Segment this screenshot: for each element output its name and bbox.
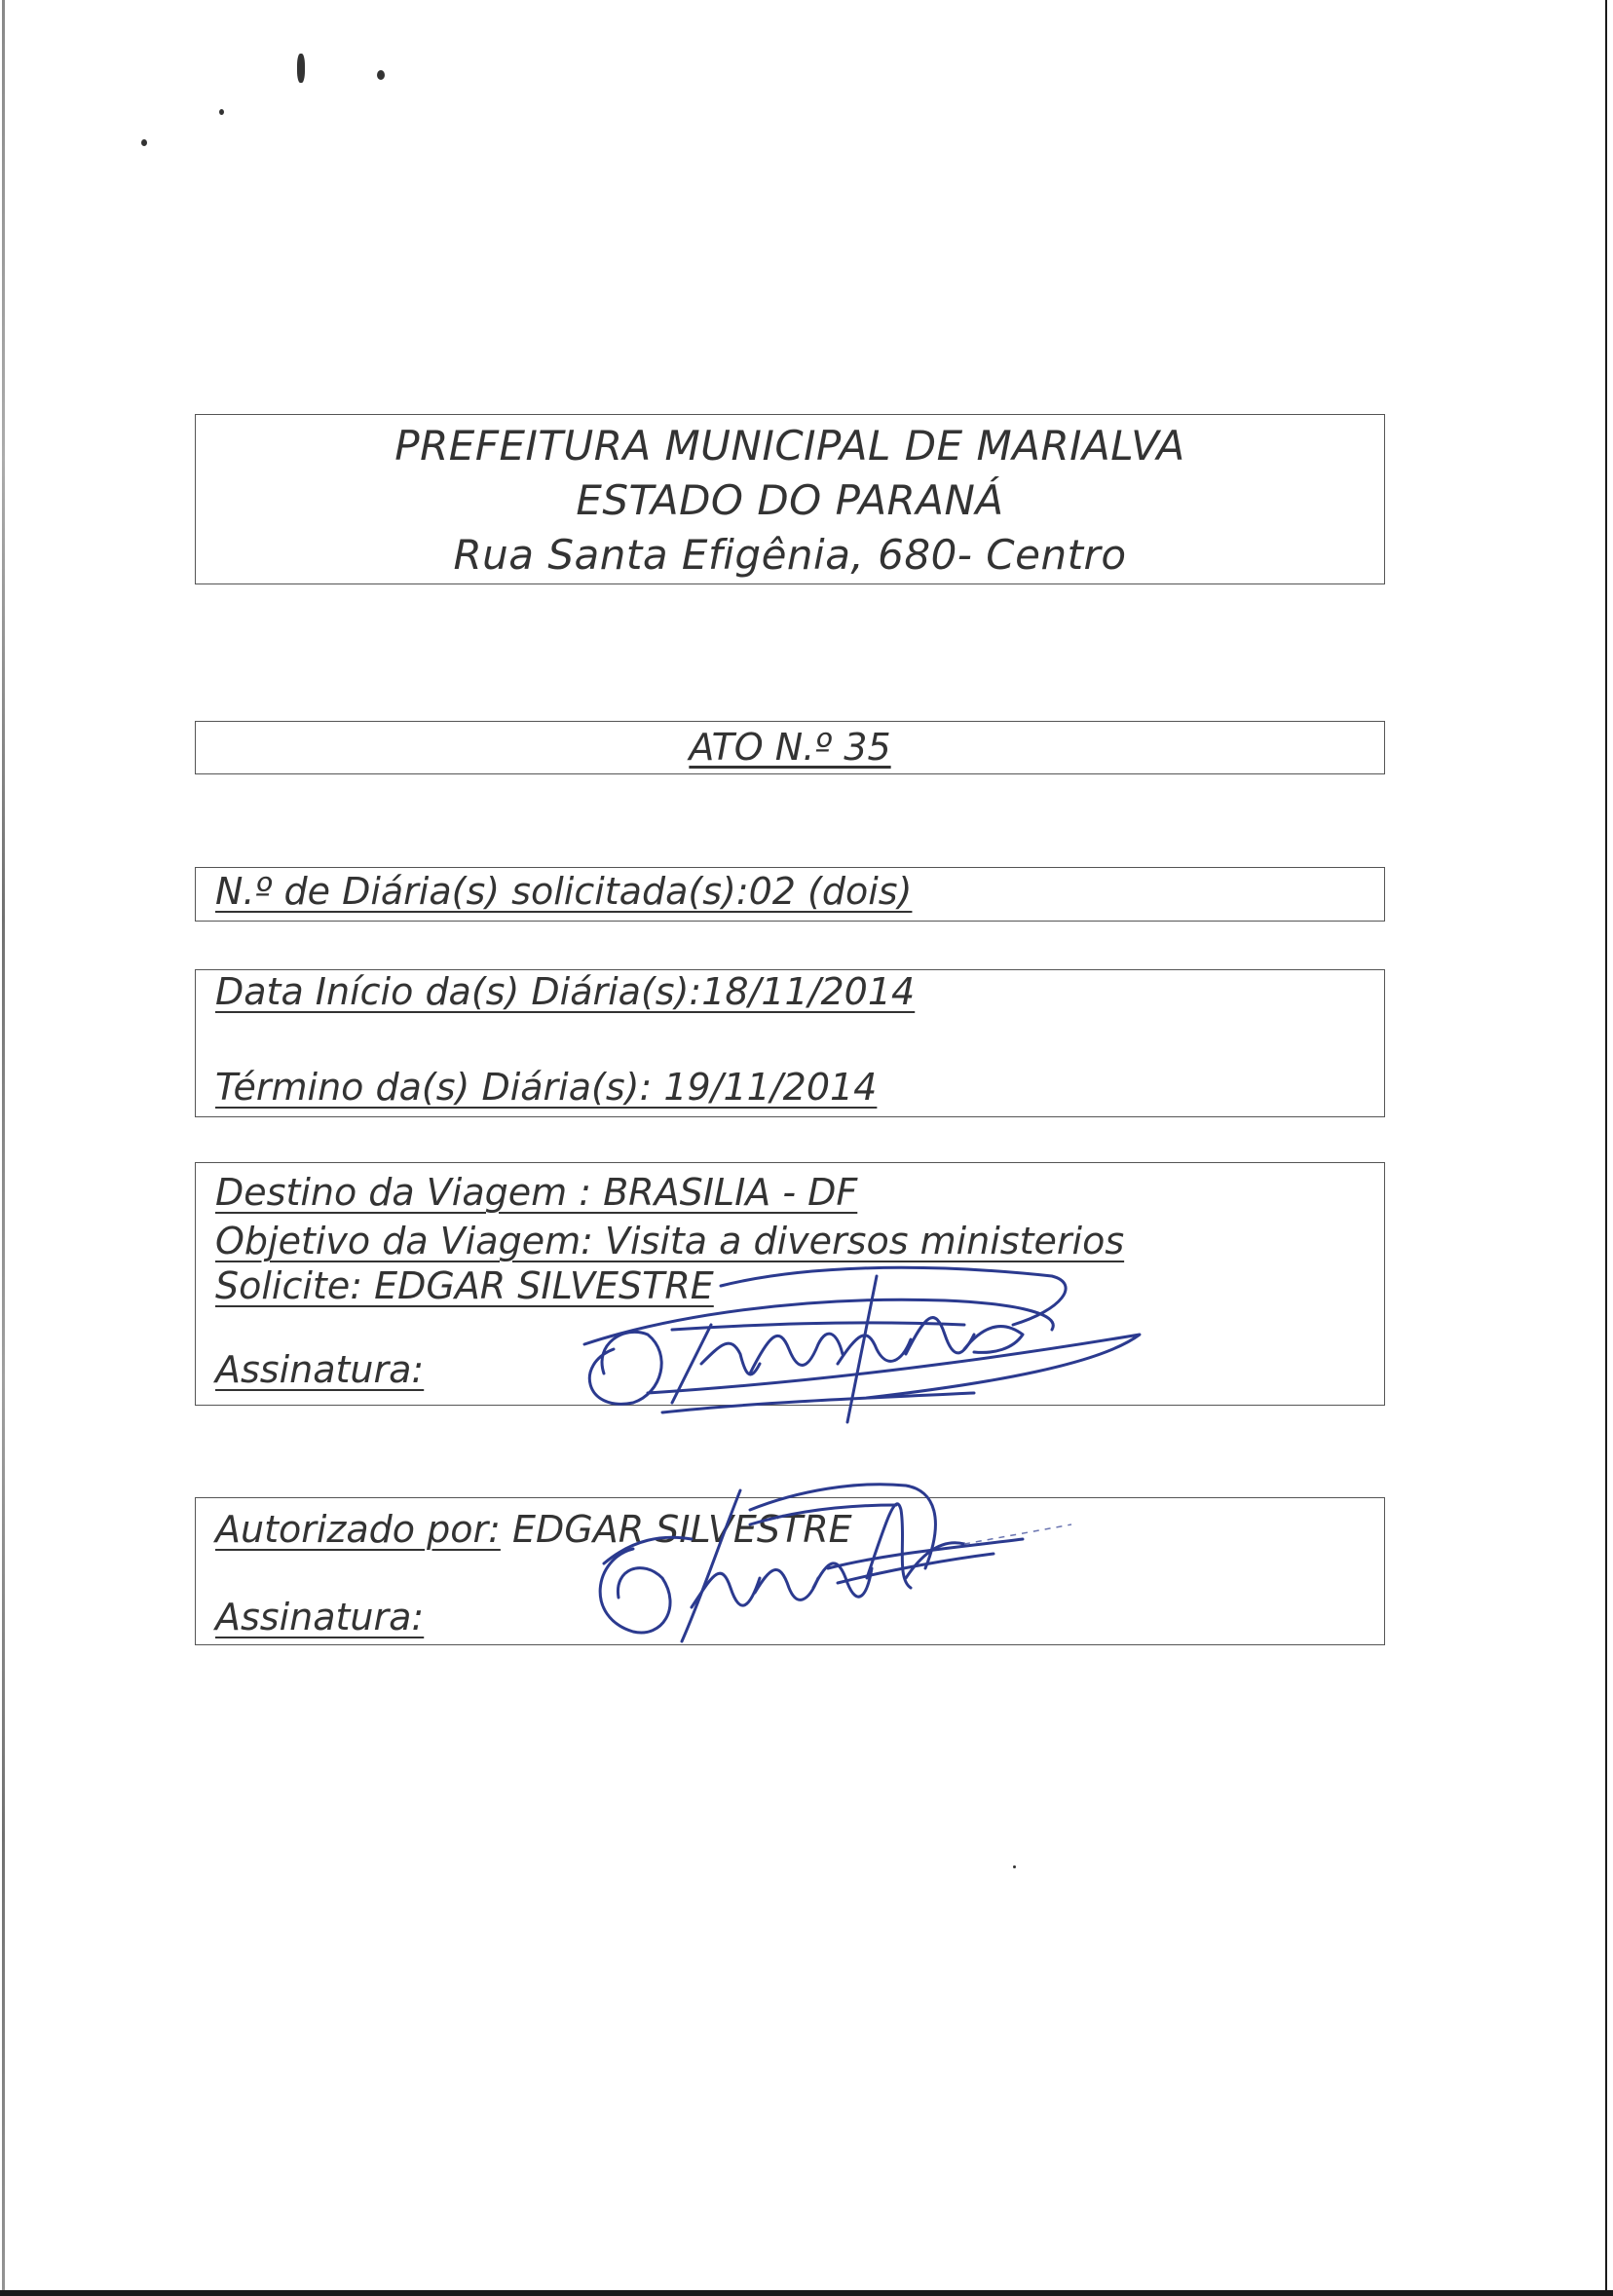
header-estado: ESTADO DO PARANÁ	[576, 476, 1004, 524]
objetivo-viagem: Objetivo da Viagem: Visita a diversos ministerios	[215, 1220, 1125, 1262]
signature-autorizador	[575, 1461, 1081, 1656]
header-endereco: Rua Santa Efigênia, 680- Centro	[453, 531, 1127, 579]
autorizado-label: Autorizado por:	[215, 1508, 501, 1551]
scan-speck	[219, 109, 224, 115]
solicitante: Solicite: EDGAR SILVESTRE	[215, 1264, 714, 1307]
assinatura-label-autorizador: Assinatura:	[215, 1596, 425, 1638]
scan-speck	[141, 139, 147, 146]
scan-edge-bottom	[0, 2290, 1613, 2296]
scan-speck	[297, 54, 305, 83]
data-inicio: Data Início da(s) Diária(s):18/11/2014	[215, 970, 916, 1013]
destino-viagem: Destino da Viagem : BRASILIA - DF	[215, 1171, 858, 1214]
autorizado-nome: EDGAR SILVESTRE	[511, 1508, 852, 1551]
header-box	[195, 414, 1385, 584]
signature-solicitante	[555, 1257, 1159, 1432]
diarias-box	[195, 867, 1385, 922]
assinatura-label-solicitante: Assinatura:	[215, 1348, 425, 1391]
datas-box	[195, 969, 1385, 1117]
ato-title: ATO N.º 35	[689, 726, 891, 769]
diarias-solicitadas: N.º de Diária(s) solicitada(s):02 (dois)	[215, 870, 913, 913]
scan-speck	[377, 70, 385, 80]
header-prefeitura: PREFEITURA MUNICIPAL DE MARIALVA	[394, 422, 1185, 470]
scan-edge-right	[1605, 0, 1607, 2296]
data-termino: Término da(s) Diária(s): 19/11/2014	[215, 1066, 878, 1109]
scan-edge-left	[2, 0, 5, 2296]
ato-box	[195, 721, 1385, 774]
scan-speck	[1013, 1865, 1016, 1868]
